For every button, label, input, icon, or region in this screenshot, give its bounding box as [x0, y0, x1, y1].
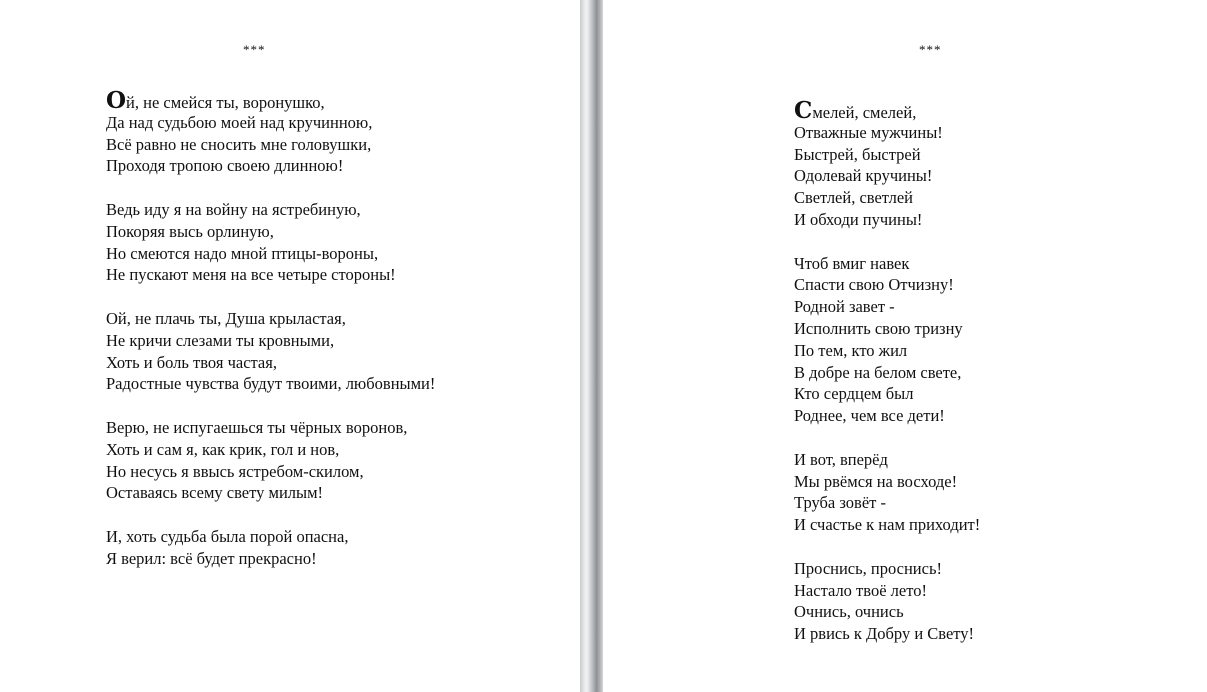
poem-line: Проснись, проснись!: [794, 558, 942, 578]
poem-line: Родной завет -: [794, 297, 895, 317]
poem-line: Светлей, светлей: [794, 188, 913, 208]
poem-line: Чтоб вмиг навек: [794, 253, 910, 273]
poem-line: Но несусь я ввысь ястребом-скилом,: [106, 461, 364, 481]
poem-line: Исполнить свою тризну: [794, 318, 963, 338]
poem-line: Отважные мужчины!: [794, 122, 943, 142]
poem-line: Всё равно не сносить мне головушки,: [106, 134, 372, 154]
poem-line: Да над судьбою моей над кручинною,: [106, 112, 373, 132]
poem-line: Мы рвёмся на восходе!: [794, 471, 958, 491]
poem-line: Роднее, чем все дети!: [794, 406, 945, 426]
poem-line: И обходи пучины!: [794, 209, 923, 229]
poem-line: Одолевай кручины!: [794, 166, 933, 186]
stanza: [106, 417, 435, 504]
stanza: [794, 253, 980, 427]
poem-line: По тем, кто жил: [794, 340, 908, 360]
left-page: [0, 0, 580, 692]
poem-line: Не пускают меня на все четыре стороны!: [106, 265, 396, 285]
stanza: [794, 97, 980, 231]
poem-line: Быстрей, быстрей: [794, 144, 921, 164]
stanza: [106, 87, 435, 177]
poem-line: Спасти свою Отчизну!: [794, 275, 954, 295]
stanza: [106, 199, 435, 286]
poem-line: И вот, вперёд: [794, 449, 888, 469]
decorative-initial: С: [794, 97, 813, 124]
poem-line: Смелей, смелей,: [794, 97, 917, 124]
stanza: [106, 526, 435, 570]
poem-line: Ой, не смейся ты, воронушко,: [106, 87, 325, 114]
right-page: [603, 0, 1207, 692]
poem-line: Хоть и сам я, как крик, гол и нов,: [106, 439, 340, 459]
poem-line: И, хоть судьба была порой опасна,: [106, 526, 349, 546]
poem-line: Я верил: всё будет прекрасно!: [106, 548, 317, 568]
poem-line: Ведь иду я на войну на ястребиную,: [106, 199, 361, 219]
poem-line: И рвись к Добру и Свету!: [794, 624, 975, 644]
section-ornament: ***: [919, 42, 942, 57]
poem-line: Кто сердцем был: [794, 384, 914, 404]
poem-line: И счастье к нам приходит!: [794, 515, 981, 535]
poem-line: В добре на белом свете,: [794, 362, 962, 382]
poem-line: Проходя тропою своею длинною!: [106, 156, 344, 176]
poem-line: Оставаясь всему свету милым!: [106, 483, 324, 503]
poem-line: Не кричи слезами ты кровными,: [106, 330, 335, 350]
poem-line: Ой, не плачь ты, Душа крыластая,: [106, 308, 346, 328]
poem-line: Хоть и боль твоя частая,: [106, 352, 277, 372]
poem-line: Верю, не испугаешься ты чёрных воронов,: [106, 417, 408, 437]
stanza: [106, 308, 435, 395]
poem: [106, 87, 436, 591]
poem: [794, 97, 981, 667]
stanza: [794, 558, 980, 645]
decorative-initial: О: [106, 87, 127, 114]
page-gutter: [580, 0, 603, 692]
poem-line: Труба зовёт -: [794, 493, 886, 513]
poem-line: Настало твоё лето!: [794, 580, 927, 600]
poem-line: Очнись, очнись: [794, 602, 904, 622]
poem-line: Но смеются надо мной птицы-вороны,: [106, 243, 379, 263]
poem-line: Покоряя высь орлиную,: [106, 221, 274, 241]
stanza: [794, 449, 980, 536]
section-ornament: ***: [243, 42, 266, 57]
poem-line: Радостные чувства будут твоими, любовными!: [106, 374, 436, 394]
